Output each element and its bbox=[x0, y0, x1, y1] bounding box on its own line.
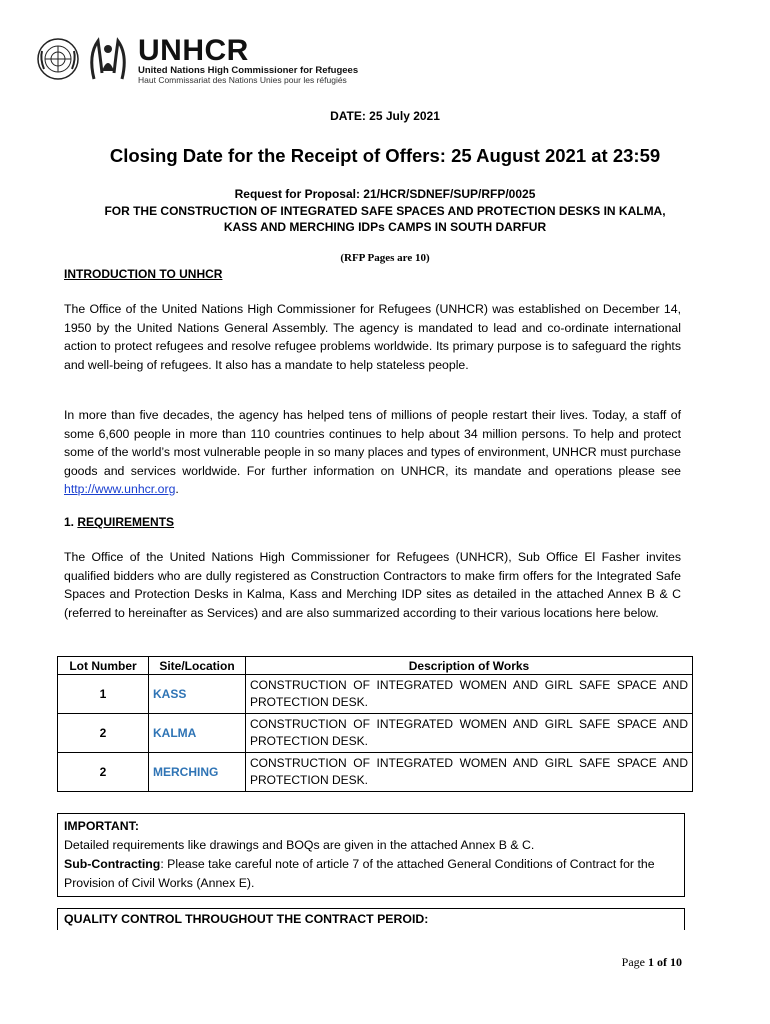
header-description: Description of Works bbox=[246, 657, 693, 675]
intro-heading: INTRODUCTION TO UNHCR bbox=[64, 267, 223, 281]
page-footer: Page 1 of 10 bbox=[621, 955, 682, 969]
rfp-number: Request for Proposal: 21/HCR/SDNEF/SUP/RFP/0025 bbox=[234, 187, 536, 201]
table-row bbox=[58, 675, 693, 714]
subcontracting-note: Sub-Contracting: Please take careful note of article 7 of the attached General Conditions of Contract for the Provision of Civil Works (Annex E). bbox=[64, 857, 655, 890]
subcontracting-label: Sub-Contracting bbox=[64, 857, 161, 871]
table-header-row bbox=[58, 657, 693, 675]
important-line-1: Detailed requirements like drawings and BOQs are given in the attached Annex B & C. bbox=[64, 838, 535, 852]
description-cell: CONSTRUCTION OF INTEGRATED WOMEN AND GIRL SAFE SPACE AND PROTECTION DESK. bbox=[246, 675, 693, 714]
table-row bbox=[58, 753, 693, 792]
un-emblem-icon bbox=[36, 37, 80, 81]
intro-paragraph-2: In more than five decades, the agency has helped tens of millions of people restart their lives. Today, a staff of some 6,600 people in more than 110 countries continues to help about 34 million persons. To help and protect some of the world’s most vulnerable people in so many places and types of environment, UNHCR must purchase goods and services worldwide. For further information on UNHCR, its mandate and operations please see http://www.unhcr.org. bbox=[64, 408, 681, 496]
lots-table bbox=[57, 656, 693, 792]
header-lot-number: Lot Number bbox=[58, 657, 149, 675]
description-cell: CONSTRUCTION OF INTEGRATED WOMEN AND GIRL SAFE SPACE AND PROTECTION DESK. bbox=[246, 753, 693, 792]
lot-number-cell: 2 bbox=[58, 714, 149, 753]
document-date: DATE: 25 July 2021 bbox=[330, 109, 440, 123]
site-cell: MERCHING bbox=[149, 753, 246, 792]
page-total: 10 bbox=[670, 955, 682, 969]
description-cell: CONSTRUCTION OF INTEGRATED WOMEN AND GIRL SAFE SPACE AND PROTECTION DESK. bbox=[246, 714, 693, 753]
org-name: UNHCR bbox=[138, 34, 249, 67]
quality-control-box bbox=[57, 908, 685, 930]
important-notice-box bbox=[57, 813, 685, 897]
requirements-heading: 1. REQUIREMENTS bbox=[64, 515, 175, 529]
rfp-reference bbox=[0, 186, 770, 236]
quality-control-title: QUALITY CONTROL THROUGHOUT THE CONTRACT PEROID: bbox=[64, 912, 429, 926]
lot-number-cell: 2 bbox=[58, 753, 149, 792]
intro-paragraph-1: The Office of the United Nations High Commissioner for Refugees (UNHCR) was established on December 14, 1950 by the United Nations General Assembly. The agency is mandated to lead and co-ordinate international action to protect refugees and resolve refugee problems worldwide. Its primary purpose is to safeguard the rights and well-being of refugees. It also has a mandate to help stateless people. bbox=[64, 302, 681, 372]
requirements-paragraph: The Office of the United Nations High Commissioner for Refugees (UNHCR), Sub Office El Fasher invites qualified bidders who are dully registered as Construction Contractors to make firm offers for the Integrated Safe Spaces and Protection Desks in Kalma, Kass and Merching IDP sites as detailed in the attached Annex B & C (referred to hereinafter as Services) and are also summarized according to their various locations here below. bbox=[64, 550, 681, 620]
rfp-subject-line-2: KASS AND MERCHING IDPs CAMPS IN SOUTH DARFUR bbox=[223, 220, 547, 234]
rfp-subject-line-1: FOR THE CONSTRUCTION OF INTEGRATED SAFE SPACES AND PROTECTION DESKS IN KALMA, bbox=[104, 203, 666, 218]
closing-date-title: Closing Date for the Receipt of Offers: 25 August 2021 at 23:59 bbox=[109, 145, 661, 166]
rfp-pages-note: (RFP Pages are 10) bbox=[340, 252, 430, 264]
table-row bbox=[58, 714, 693, 753]
page-number: 1 bbox=[648, 955, 654, 969]
site-cell: KASS bbox=[149, 675, 246, 714]
unhcr-website-link[interactable]: http://www.unhcr.org bbox=[64, 482, 176, 496]
org-full-name-en: United Nations High Commissioner for Refugees bbox=[138, 65, 359, 76]
unhcr-hands-logo-icon bbox=[86, 35, 130, 81]
lot-number-cell: 1 bbox=[58, 675, 149, 714]
important-title: IMPORTANT: bbox=[64, 819, 139, 833]
site-cell: KALMA bbox=[149, 714, 246, 753]
org-full-name-fr: Haut Commissariat des Nations Unies pour les réfugiés bbox=[138, 75, 347, 85]
intro-paragraph-2-text: In more than five decades, the agency has helped tens of millions of people restart their lives. Today, a staff of some 6,600 people in more than 110 countries continues to help about 34 million persons. To help and protect some of the world’s most vulnerable people in so many places and types of environment, UNHCR must purchase goods and services worldwide. For further information on UNHCR, its mandate and operations please see bbox=[64, 408, 681, 478]
header-site-location: Site/Location bbox=[149, 657, 246, 675]
